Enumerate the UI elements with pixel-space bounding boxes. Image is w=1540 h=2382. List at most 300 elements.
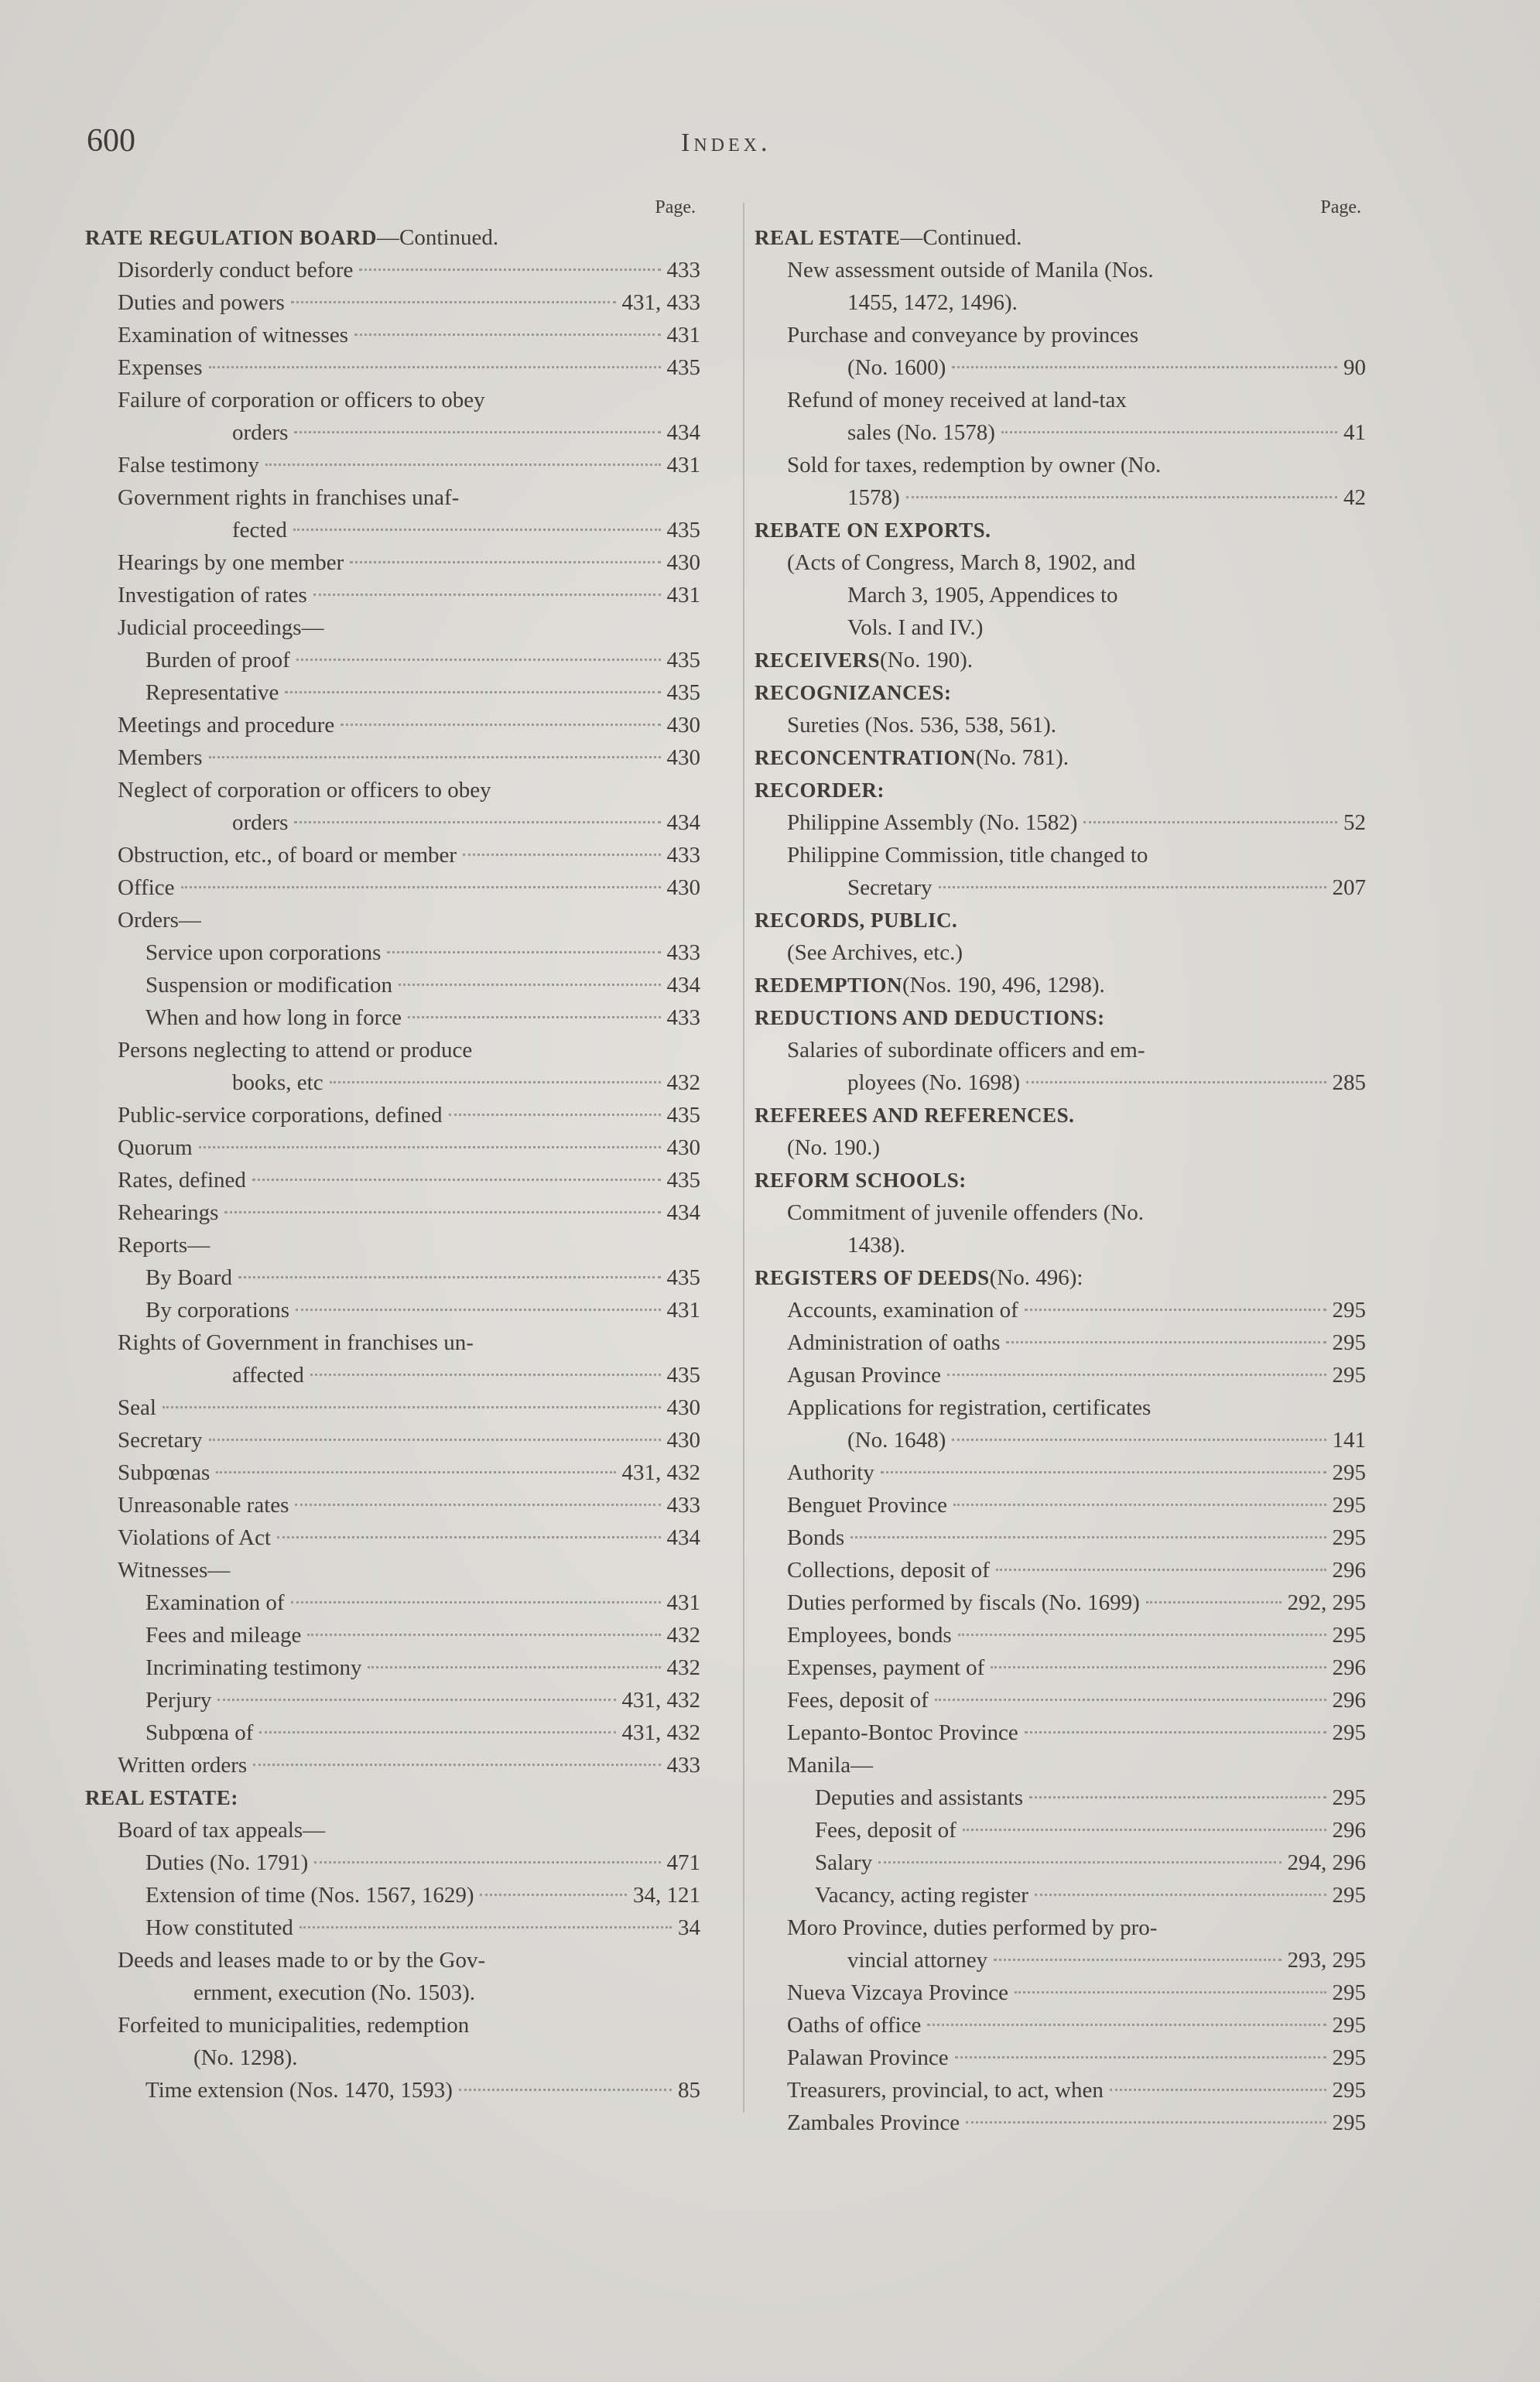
leader-dots	[994, 1959, 1281, 1961]
index-entry	[85, 1164, 700, 1196]
entry-text: Zambales Province	[787, 2110, 960, 2135]
entry-subtext: —Continued.	[900, 225, 1022, 250]
leader-dots	[991, 1666, 1326, 1668]
leader-dots	[399, 984, 661, 986]
index-entry	[85, 904, 700, 936]
entry-subtext: (No. 781).	[976, 745, 1069, 770]
index-entry	[85, 1586, 700, 1619]
entry-text: Duties performed by fiscals (No. 1699)	[787, 1590, 1140, 1615]
leader-dots	[947, 1374, 1326, 1376]
entry-text: fected	[232, 518, 287, 542]
index-entry	[85, 709, 700, 741]
entry-text: (No. 1298).	[193, 2045, 298, 2070]
index-entry	[85, 1554, 700, 1586]
entry-text: Obstruction, etc., of board or member	[118, 843, 457, 868]
entry-text: Bonds	[787, 1525, 845, 1550]
entry-text: Philippine Commission, title changed to	[787, 843, 1148, 868]
index-entry	[755, 1294, 1366, 1326]
leader-dots	[952, 1439, 1326, 1441]
entry-text: Duties (No. 1791)	[145, 1850, 309, 1875]
index-entry	[755, 1911, 1366, 1944]
index-entry	[85, 676, 700, 709]
entry-text: RECONCENTRATION	[755, 746, 977, 769]
index-entry	[85, 1294, 700, 1326]
index-entry	[85, 254, 700, 286]
page-reference: 431	[666, 583, 700, 607]
entry-text: ployees (No. 1698)	[847, 1070, 1021, 1095]
entry-text: Perjury	[145, 1688, 212, 1713]
index-entries	[755, 221, 1366, 2139]
entry-text: RECORDER:	[755, 779, 885, 802]
page-reference: 295	[1332, 1883, 1366, 1908]
page-reference: 296	[1332, 1558, 1366, 1583]
leader-dots	[952, 366, 1337, 368]
index-entry	[755, 1229, 1366, 1261]
entry-text: How constituted	[145, 1915, 293, 1940]
page-reference: 52	[1343, 810, 1366, 835]
index-column-left	[85, 193, 700, 2106]
entry-text: Time extension (Nos. 1470, 1593)	[145, 2078, 453, 2103]
index-entry	[755, 1131, 1366, 1164]
entry-text: Unreasonable rates	[118, 1493, 289, 1518]
leader-dots	[285, 691, 660, 693]
leader-dots	[252, 1179, 661, 1181]
entry-text: Philippine Assembly (No. 1582)	[787, 810, 1078, 835]
entry-text: Sold for taxes, redemption by owner (No.	[787, 453, 1162, 477]
leader-dots	[927, 2024, 1326, 2026]
leader-dots	[259, 1731, 615, 1733]
page-reference: 430	[666, 1135, 700, 1160]
index-entry	[85, 806, 700, 839]
entry-text: Purchase and conveyance by provinces	[787, 323, 1139, 347]
entry-text: Palawan Province	[787, 2045, 949, 2070]
index-entry	[85, 611, 700, 644]
entry-text: Seal	[118, 1395, 156, 1420]
page-reference: 433	[666, 1005, 700, 1030]
index-entry	[755, 1846, 1366, 1879]
entry-text: 1578)	[847, 485, 900, 510]
page-reference: 296	[1332, 1655, 1366, 1680]
page-reference: 433	[666, 258, 700, 282]
entry-text: Office	[118, 875, 175, 900]
entry-text: Fees, deposit of	[815, 1818, 957, 1843]
page-reference: 432	[666, 1623, 700, 1648]
leader-dots	[1026, 1081, 1326, 1083]
leader-dots	[295, 1504, 660, 1506]
entry-text: REBATE ON EXPORTS.	[755, 518, 991, 542]
page-reference: 435	[666, 648, 700, 673]
index-entry	[85, 1521, 700, 1554]
leader-dots	[996, 1569, 1326, 1571]
page-reference: 285	[1332, 1070, 1366, 1095]
entry-text: Examination of	[145, 1590, 285, 1615]
index-entry	[85, 1911, 700, 1944]
entry-text: Accounts, examination of	[787, 1298, 1018, 1323]
entry-text: Subpœna of	[145, 1720, 254, 1745]
leader-dots	[387, 951, 660, 953]
leader-dots	[294, 431, 660, 433]
entry-text: Quorum	[118, 1135, 193, 1160]
index-heading	[755, 741, 1366, 774]
index-entry	[85, 1651, 700, 1684]
leader-dots	[1025, 1731, 1326, 1733]
index-entry	[755, 546, 1366, 579]
leader-dots	[1025, 1309, 1326, 1311]
entry-text: Neglect of corporation or officers to obey	[118, 778, 491, 803]
leader-dots	[906, 496, 1337, 498]
page-reference: 295	[1332, 1363, 1366, 1388]
leader-dots	[217, 1699, 615, 1701]
entry-text: (No. 190.)	[787, 1135, 881, 1160]
page-reference: 295	[1332, 1330, 1366, 1355]
entry-text: Administration of oaths	[787, 1330, 1001, 1355]
page-reference: 431, 432	[621, 1720, 700, 1745]
page-reference: 431	[666, 1298, 700, 1323]
index-entry	[85, 286, 700, 319]
leader-dots	[296, 659, 661, 661]
entry-text: Government rights in franchises unaf-	[118, 485, 460, 510]
entry-text: Public-service corporations, defined	[118, 1103, 443, 1128]
page-reference: 295	[1332, 1623, 1366, 1648]
entry-text: Incriminating testimony	[145, 1655, 362, 1680]
leader-dots	[480, 1894, 627, 1896]
index-entry	[755, 1976, 1366, 2009]
entry-text: Fees and mileage	[145, 1623, 302, 1648]
entry-subtext: (Nos. 190, 496, 1298).	[902, 973, 1105, 998]
entry-text: Failure of corporation or officers to obey	[118, 388, 485, 412]
entry-text: REDUCTIONS AND DEDUCTIONS:	[755, 1006, 1105, 1029]
index-entry	[85, 1716, 700, 1749]
entry-text: Manila—	[787, 1753, 874, 1778]
page-reference: 34	[678, 1915, 700, 1940]
leader-dots	[277, 1536, 660, 1538]
index-entry	[85, 1749, 700, 1781]
entry-text: Orders—	[118, 908, 201, 933]
page-reference: 435	[666, 680, 700, 705]
leader-dots	[463, 854, 660, 856]
index-entry	[755, 351, 1366, 384]
leader-dots	[1015, 1991, 1326, 1994]
leader-dots	[238, 1276, 661, 1278]
page-reference: 295	[1332, 1720, 1366, 1745]
leader-dots	[966, 2121, 1326, 2124]
entry-text: Salary	[815, 1850, 873, 1875]
index-entry	[755, 1359, 1366, 1391]
leader-dots	[224, 1211, 660, 1213]
entry-text: Employees, bonds	[787, 1623, 952, 1648]
index-entry	[85, 351, 700, 384]
leader-dots	[1146, 1601, 1282, 1603]
index-entry	[755, 1619, 1366, 1651]
entry-text: 1455, 1472, 1496).	[847, 290, 1018, 315]
page-reference: 292, 295	[1287, 1590, 1366, 1615]
entry-text: Violations of Act	[118, 1525, 272, 1550]
leader-dots	[350, 561, 660, 563]
page-reference: 207	[1332, 875, 1366, 900]
entry-text: Rates, defined	[118, 1168, 246, 1193]
entry-text: vincial attorney	[847, 1948, 988, 1973]
index-entry	[755, 1684, 1366, 1716]
leader-dots	[1006, 1341, 1326, 1343]
leader-dots	[341, 724, 660, 726]
entry-text: Written orders	[118, 1753, 248, 1778]
column-divider	[743, 203, 744, 2113]
index-entry	[85, 1099, 700, 1131]
page-reference: 295	[1332, 2110, 1366, 2135]
entry-text: Commitment of juvenile offenders (No.	[787, 1200, 1144, 1225]
page-reference: 434	[666, 810, 700, 835]
page-reference: 433	[666, 1493, 700, 1518]
index-entry	[755, 1424, 1366, 1456]
index-entry	[85, 2009, 700, 2041]
entry-text: Investigation of rates	[118, 583, 307, 607]
page-reference: 433	[666, 843, 700, 868]
page-number: 600	[87, 123, 135, 159]
index-heading	[85, 1781, 700, 1814]
index-entry	[85, 2041, 700, 2074]
entry-text: Expenses	[118, 355, 203, 380]
index-entry	[85, 2074, 700, 2106]
entry-text: Secretary	[118, 1428, 203, 1453]
page-reference: 431, 432	[621, 1460, 700, 1485]
index-heading	[755, 774, 1366, 806]
entry-text: Reports—	[118, 1233, 210, 1258]
leader-dots	[299, 1926, 672, 1929]
leader-dots	[181, 886, 661, 888]
index-entry	[85, 1066, 700, 1099]
entry-text: By Board	[145, 1265, 232, 1290]
page-reference: 433	[666, 1753, 700, 1778]
entry-text: Suspension or modification	[145, 973, 392, 998]
entry-text: Witnesses—	[118, 1558, 231, 1583]
entry-text: RECOGNIZANCES:	[755, 681, 952, 704]
page-reference: 431	[666, 1590, 700, 1615]
entry-text: REFORM SCHOOLS:	[755, 1169, 967, 1192]
page-reference: 435	[666, 1265, 700, 1290]
index-entry	[755, 1651, 1366, 1684]
index-entry	[755, 286, 1366, 319]
leader-dots	[291, 301, 616, 303]
leader-dots	[459, 2089, 672, 2091]
leader-dots	[1001, 431, 1337, 433]
running-head: Index.	[681, 128, 772, 157]
page-reference: 295	[1332, 2013, 1366, 2038]
index-entry	[755, 1814, 1366, 1846]
entry-text: 1438).	[847, 1233, 905, 1258]
index-entry	[85, 1456, 700, 1489]
index-entry	[85, 1814, 700, 1846]
leader-dots	[310, 1374, 661, 1376]
index-entry	[755, 254, 1366, 286]
page-reference: 471	[666, 1850, 700, 1875]
index-entry	[85, 1359, 700, 1391]
index-entry	[755, 839, 1366, 871]
index-entry	[755, 611, 1366, 644]
entry-text: Agusan Province	[787, 1363, 941, 1388]
page-reference: 431	[666, 453, 700, 477]
entry-text: Nueva Vizcaya Province	[787, 1980, 1008, 2005]
leader-dots	[881, 1471, 1326, 1473]
index-entry	[85, 514, 700, 546]
entry-text: Treasurers, provincial, to act, when	[787, 2078, 1104, 2103]
entry-text: Rights of Government in franchises un-	[118, 1330, 474, 1355]
leader-dots	[354, 334, 660, 336]
index-entry	[755, 1521, 1366, 1554]
page-reference: 294, 296	[1287, 1850, 1366, 1875]
index-heading	[755, 1261, 1366, 1294]
leader-dots	[953, 1504, 1326, 1506]
page-reference: 430	[666, 1428, 700, 1453]
index-entry	[755, 1066, 1366, 1099]
index-entry	[85, 871, 700, 904]
page-reference: 141	[1332, 1428, 1366, 1453]
index-entry	[85, 319, 700, 351]
index-entry	[85, 1196, 700, 1229]
leader-dots	[314, 1861, 660, 1864]
index-entry	[755, 1326, 1366, 1359]
index-entry	[85, 416, 700, 449]
entry-text: affected	[232, 1363, 304, 1388]
index-entry	[755, 2074, 1366, 2106]
entry-text: Disorderly conduct before	[118, 258, 354, 282]
entry-text: Meetings and procedure	[118, 713, 335, 738]
entry-text: REFEREES AND REFERENCES.	[755, 1104, 1075, 1127]
leader-dots	[163, 1406, 661, 1408]
index-entry	[85, 1424, 700, 1456]
entry-text: Examination of witnesses	[118, 323, 349, 347]
index-entry	[85, 1976, 700, 2009]
index-entry	[755, 871, 1366, 904]
leader-dots	[359, 269, 660, 271]
leader-dots	[939, 886, 1326, 888]
page-reference: 431, 433	[621, 290, 700, 315]
page-reference: 295	[1332, 1298, 1366, 1323]
leader-dots	[850, 1536, 1326, 1538]
entry-text: RECORDS, PUBLIC.	[755, 909, 958, 932]
entry-text: Subpœnas	[118, 1460, 210, 1485]
page-reference: 295	[1332, 1460, 1366, 1485]
index-entry	[755, 1586, 1366, 1619]
index-entry	[755, 1489, 1366, 1521]
leader-dots	[265, 464, 661, 466]
index-heading	[755, 904, 1366, 936]
index-entry	[755, 1034, 1366, 1066]
entry-text: Secretary	[847, 875, 933, 900]
entry-text: (No. 1648)	[847, 1428, 946, 1453]
page-reference: 296	[1332, 1688, 1366, 1713]
entry-text: Vols. I and IV.)	[847, 615, 984, 640]
entry-text: Refund of money received at land-tax	[787, 388, 1127, 412]
page-reference: 434	[666, 420, 700, 445]
index-entry	[85, 1001, 700, 1034]
index-entry	[85, 1846, 700, 1879]
leader-dots	[955, 2056, 1326, 2059]
index-entry	[85, 1229, 700, 1261]
leader-dots	[368, 1666, 660, 1668]
index-entry	[755, 1944, 1366, 1976]
page-reference: 293, 295	[1287, 1948, 1366, 1973]
page-reference: 431	[666, 323, 700, 347]
page-reference: 431, 432	[621, 1688, 700, 1713]
page-reference: 435	[666, 1168, 700, 1193]
index-entry	[85, 481, 700, 514]
entry-text: RATE REGULATION BOARD	[85, 226, 378, 249]
index-entry	[85, 839, 700, 871]
index-entry	[85, 579, 700, 611]
page-reference: 85	[678, 2078, 700, 2103]
leader-dots	[313, 594, 661, 596]
leader-dots	[253, 1764, 660, 1766]
index-heading	[755, 969, 1366, 1001]
index-entry	[755, 1749, 1366, 1781]
index-entry	[755, 449, 1366, 481]
index-heading	[755, 676, 1366, 709]
entry-text: March 3, 1905, Appendices to	[847, 583, 1118, 607]
page-reference: 435	[666, 518, 700, 542]
entry-text: ernment, execution (No. 1503).	[193, 1980, 476, 2005]
index-entry	[755, 1391, 1366, 1424]
index-heading	[755, 1001, 1366, 1034]
index-entry	[755, 2009, 1366, 2041]
index-entry	[755, 936, 1366, 969]
entry-text: Collections, deposit of	[787, 1558, 990, 1583]
index-entry	[85, 1034, 700, 1066]
page-reference: 435	[666, 1363, 700, 1388]
index-entry	[755, 416, 1366, 449]
entry-text: REAL ESTATE	[755, 226, 901, 249]
index-entry	[755, 481, 1366, 514]
entry-text: Sureties (Nos. 536, 538, 561).	[787, 713, 1056, 738]
entry-text: Lepanto-Bontoc Province	[787, 1720, 1018, 1745]
leader-dots	[1110, 2089, 1326, 2091]
index-heading	[755, 514, 1366, 546]
index-entry	[755, 1554, 1366, 1586]
leader-dots	[330, 1081, 661, 1083]
index-entry	[85, 774, 700, 806]
index-entry	[85, 936, 700, 969]
entry-subtext: (No. 496):	[989, 1265, 1083, 1290]
index-heading	[755, 1164, 1366, 1196]
entry-text: Deputies and assistants	[815, 1785, 1024, 1810]
leader-dots	[878, 1861, 1281, 1864]
page-column-label: Page.	[655, 197, 696, 217]
leader-dots	[963, 1829, 1326, 1831]
entry-text: Authority	[787, 1460, 874, 1485]
entry-text: orders	[232, 810, 289, 835]
entry-text: RECEIVERS	[755, 649, 881, 672]
entry-text: sales (No. 1578)	[847, 420, 995, 445]
page-reference: 435	[666, 1103, 700, 1128]
index-entry	[85, 741, 700, 774]
index-entries	[85, 221, 700, 2106]
entry-subtext: —Continued.	[377, 225, 499, 250]
entry-text: Fees, deposit of	[787, 1688, 929, 1713]
index-heading	[755, 644, 1366, 676]
entry-text: Moro Province, duties performed by pro-	[787, 1915, 1158, 1940]
leader-dots	[296, 1309, 660, 1311]
index-entry	[85, 449, 700, 481]
index-entry	[755, 806, 1366, 839]
page-reference: 295	[1332, 2045, 1366, 2070]
entry-text: (See Archives, etc.)	[787, 940, 963, 965]
index-entry	[85, 1879, 700, 1911]
index-entry	[755, 709, 1366, 741]
leader-dots	[216, 1471, 615, 1473]
entry-text: Rehearings	[118, 1200, 219, 1225]
entry-text: Burden of proof	[145, 648, 290, 673]
index-entry	[85, 969, 700, 1001]
index-entry	[755, 1196, 1366, 1229]
